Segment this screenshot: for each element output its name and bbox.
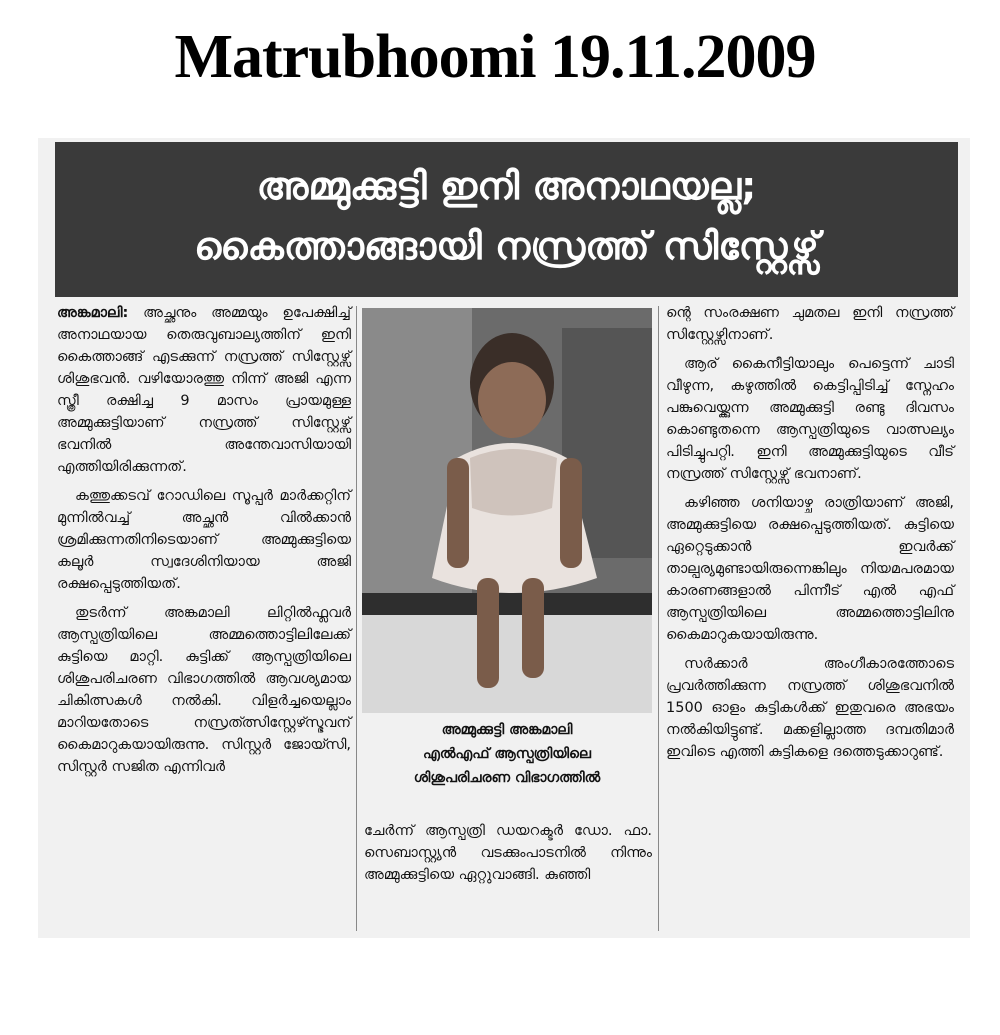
child-photo [362,308,652,713]
article-paragraph: തുടർന്ന് അങ്കമാലി ലിറ്റിൽഫ്ലവർ ആസ്പത്രിയിലെ അമ്മത്തൊട്ടിലിലേക്ക് കുട്ടിയെ മാറ്റി. കുട്ടിക്ക് ആസ്പത്രിയിലെ ശിശുപരിചരണ വിഭാഗത്തിൽ ആവശ്യമായ ചികിത്സകൾ നൽകി. വിളർച്ചയെല്ലാം മാറിയതോടെ നസ്രത്ത്സിസ്റ്റേഴ്സ്ഭവന് കൈമാറുകയായിരുന്നു. സിസ്റ്റർ ജോയ്സി, സിസ്റ്റർ സജിത എന്നിവർ [57,605,351,775]
paragraph-text: അച്ഛനും അമ്മയും ഉപേക്ഷിച്ച് അനാഥയായ തെരുവുബാല്യത്തിന് ഇനി കൈത്താങ്ങ് എടക്കുന്ന് നസ്രത്ത് സിസ്റ്റേഴ്സ് ശിശുഭവൻ. വഴിയോരത്തു നിന്ന് അജി എന്ന സ്ത്രീ രക്ഷിച്ച 9 മാസം പ്രായമുള്ള അമ്മുക്കുട്ടിയാണ് നസ്രത്ത് സിസ്റ്റേഴ്സ് ഭവനിൽ അന്തേവാസിയായി എത്തിയിരിക്കുന്നത്. [57,305,352,475]
headline-line-2: കൈത്താങ്ങായി നസ്രത്ത് സിസ്റ്റേഴ്സ് [194,224,819,268]
masthead-title: Matrubhoomi 19.11.2009 [174,23,816,91]
article-paragraph: ചേർന്ന് ആസ്പത്രി ഡയറക്ടർ ഡോ. ഫാ. സെബാസ്റ്റ്യൻ വടക്കുംപാടനിൽ നിന്നും അമ്മുക്കുട്ടിയെ ഏറ്റുവാങ്ങി. കുഞ്ഞി [364,823,652,883]
headline-line-1: അമ്മുക്കുട്ടി ഇനി അനാഥയല്ല; [256,164,757,208]
dateline: അങ്കമാലി: [57,305,129,321]
column-divider [356,306,357,931]
article-paragraph: ന്റെ സംരക്ഷണ ചുമതല ഇനി നസ്രത്ത് സിസ്റ്റേഴ്സിനാണ്. [666,305,954,343]
article-column-2 [364,820,652,893]
article-column-1 [57,302,351,785]
column-divider [658,306,659,931]
child-photo-image [362,308,652,713]
caption-line: അമ്മുക്കുട്ടി അങ്കമാലി [441,722,573,738]
photo-caption [362,718,652,790]
caption-line: ശിശുപരിചരണ വിഭാഗത്തിൽ [413,770,601,786]
article-paragraph: ആര് കൈനീട്ടിയാലും പെട്ടെന്ന് ചാടി വീഴുന്ന, കഴുത്തിൽ കെട്ടിപ്പിടിച്ച് സ്നേഹം പങ്കുവെയ്ക്കുന്ന അമ്മുക്കുട്ടി രണ്ടു ദിവസം കൊണ്ടുതന്നെ ആസ്പത്രിയുടെ വാത്സല്യം പിടിച്ചുപറ്റി. ഇനി അമ്മുക്കുട്ടിയുടെ വീട് നസ്രത്ത് സിസ്റ്റേഴ്സ് ഭവനാണ്. [666,356,954,482]
headline-banner [55,142,958,297]
article-paragraph [57,302,351,478]
article-paragraph: സർക്കാർ അംഗീകാരത്തോടെ പ്രവർത്തിക്കുന്ന നസ്രത്ത് ശിശുഭവനിൽ 1500 ഓളം കുട്ടികൾക്ക് ഇതുവരെ അഭയം നൽകിയിട്ടുണ്ട്. മക്കളില്ലാത്ത ദമ്പതിമാർ ഇവിടെ എത്തി കുട്ടികളെ ദത്തെടുക്കാറുണ്ട്. [666,656,954,760]
article-column-3 [666,302,954,770]
article-paragraph: കഴിഞ്ഞ ശനിയാഴ്ച രാത്രിയാണ് അജി, അമ്മുക്കുട്ടിയെ രക്ഷപ്പെടുത്തിയത്. കുട്ടിയെ ഏറ്റെടുക്കാൻ ഇവർക്ക് താല്പര്യമുണ്ടായിരുന്നെങ്കിലും നിയമപരമായ കാരണങ്ങളാൽ പിന്നീട് എൽ എഫ് ആസ്പത്രിയിലെ അമ്മത്തൊട്ടിലിനു കൈമാറുകയായിരുന്നു. [666,495,954,643]
article-paragraph: കത്തുക്കടവ് റോഡിലെ സൂപ്പർ മാർക്കറ്റിന് മുന്നിൽവച്ച് അച്ഛൻ വിൽക്കാൻ ശ്രമിക്കുന്നതിനിടെയാണ് അമ്മുക്കുട്ടിയെ കലൂർ സ്വദേശിനിയായ അജി രക്ഷപ്പെടുത്തിയത്. [57,488,351,592]
caption-line: എൽഎഫ് ആസ്പത്രിയിലെ [422,746,591,762]
